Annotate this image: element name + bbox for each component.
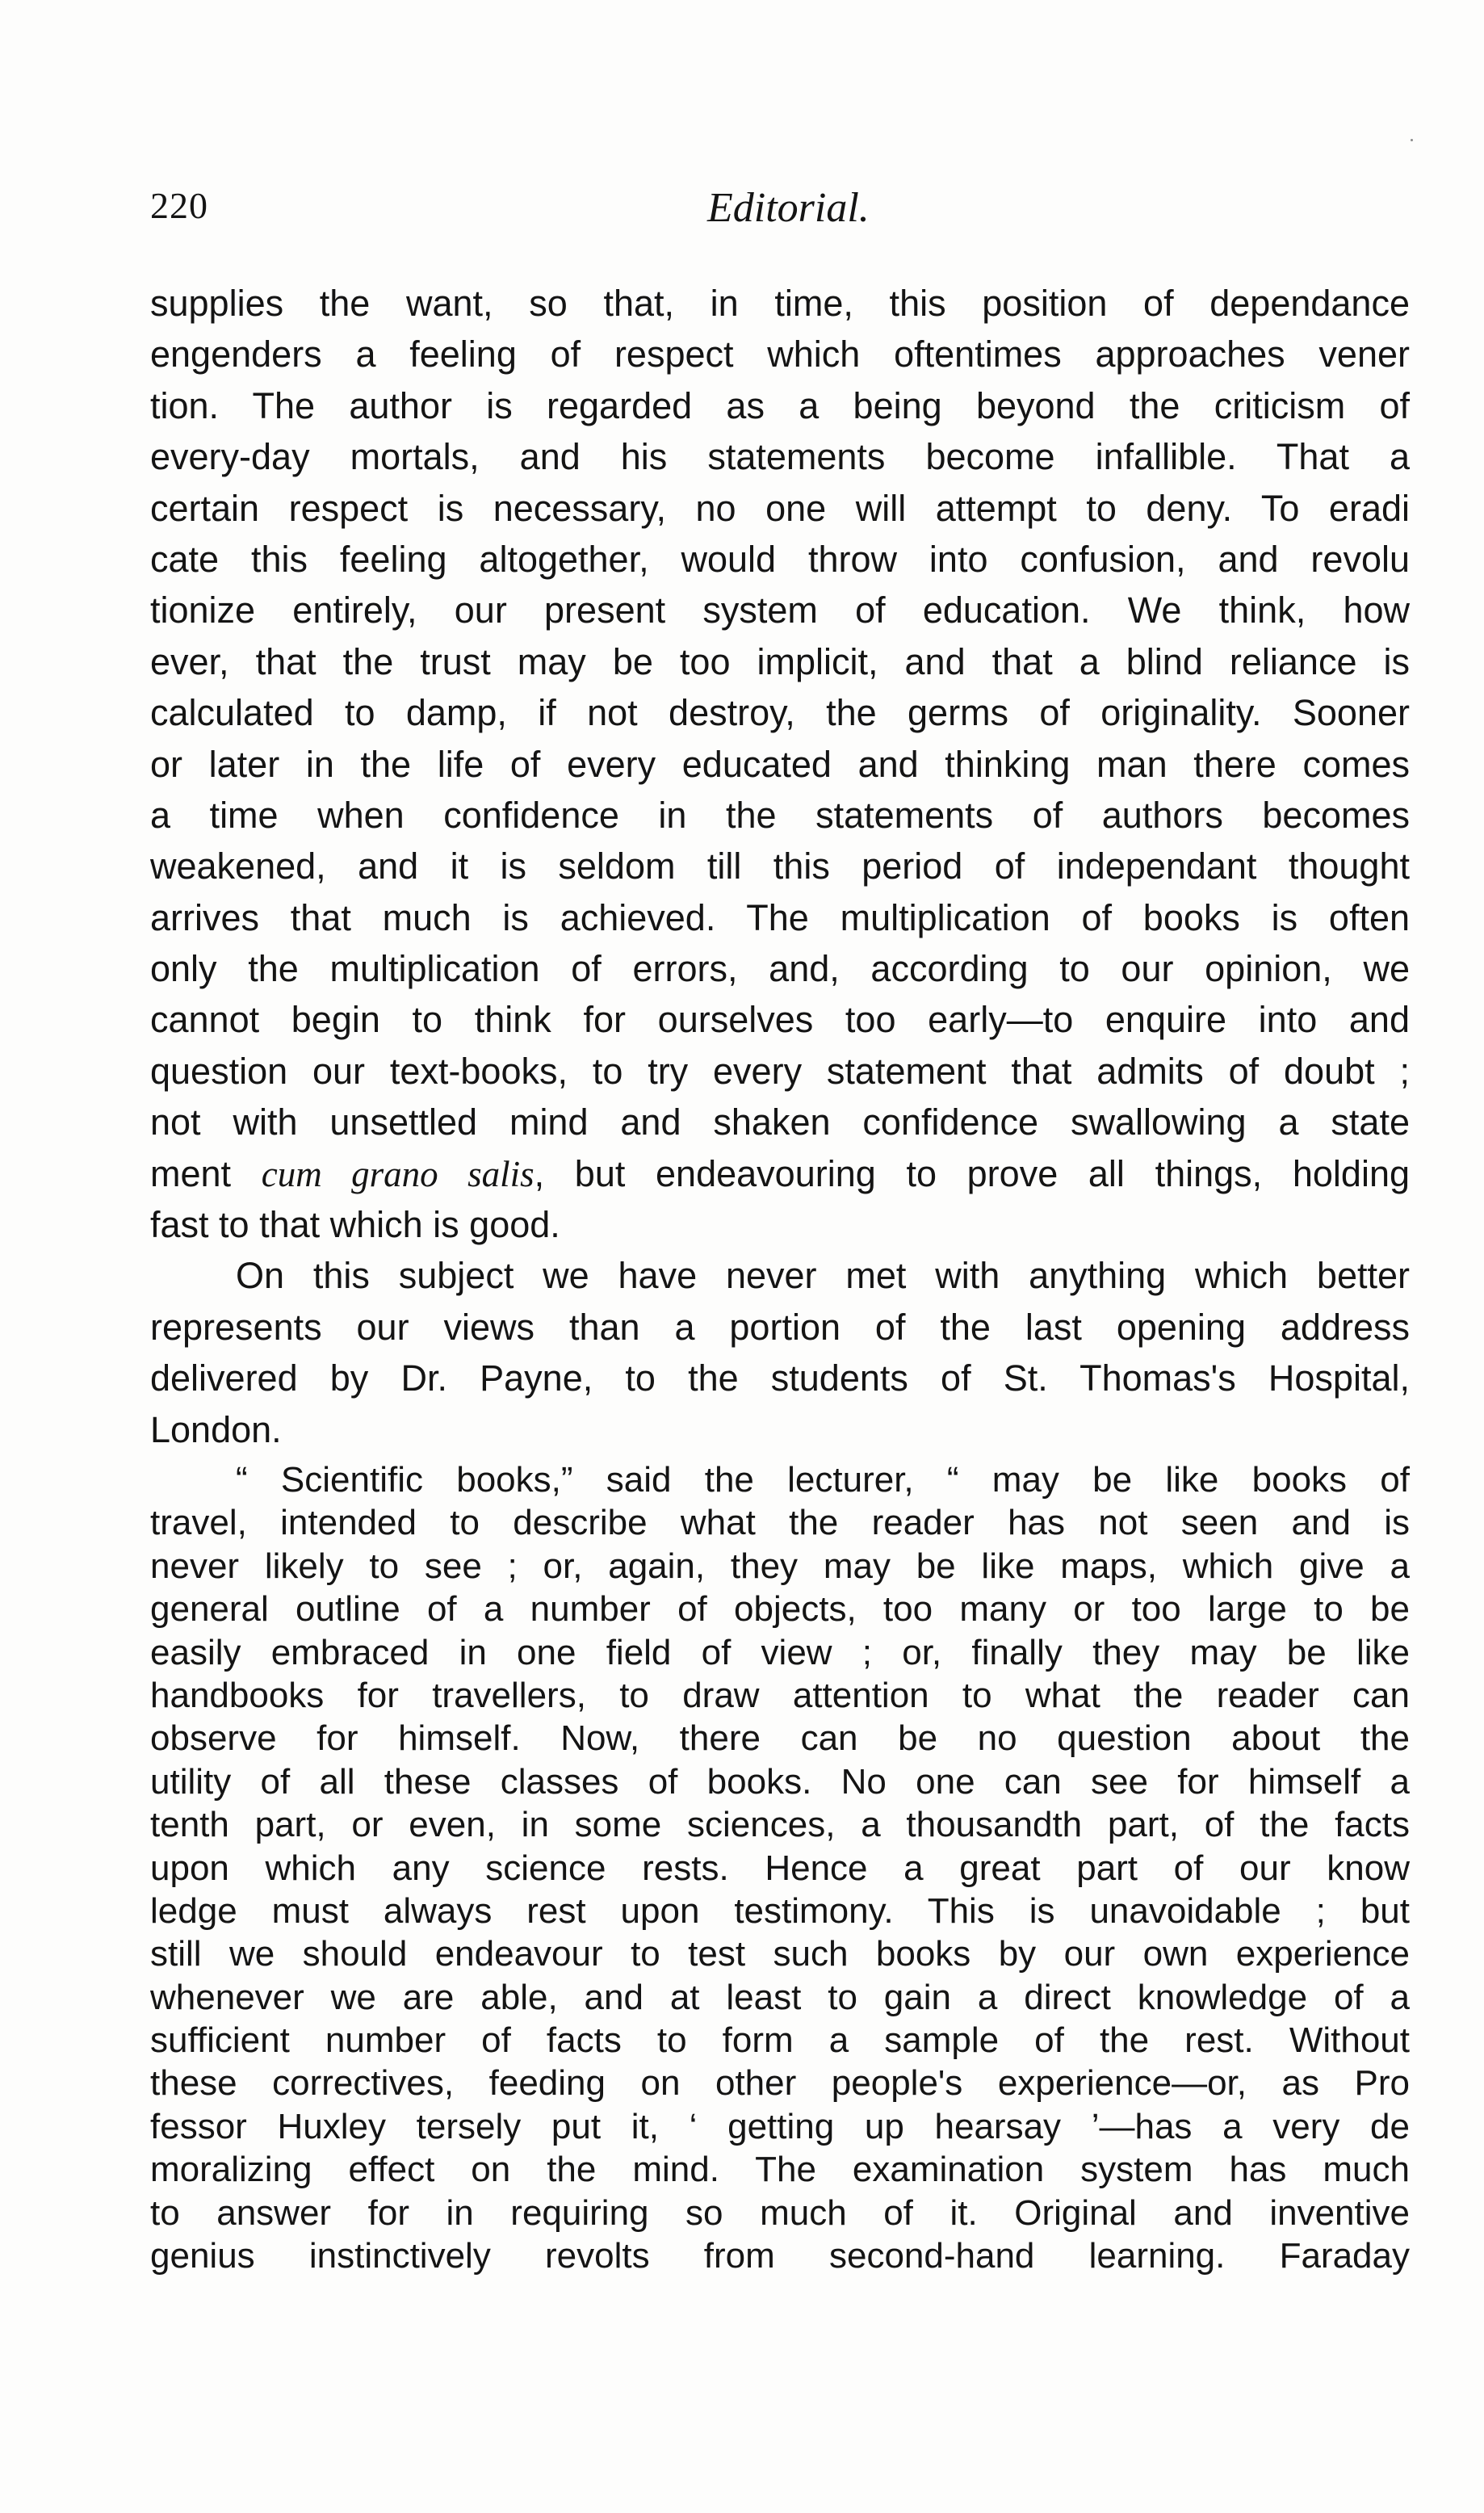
text-line: London. xyxy=(150,1408,282,1450)
text-line: tion. The author is regarded as a being beyond the criticism of xyxy=(150,384,1410,426)
text-line: whenever we are able, and at least to gain a direct knowledge of a xyxy=(150,1977,1410,2017)
text-line: every-day mortals, and his statements become infallible. That a xyxy=(150,436,1410,478)
text-line: sufficient number of facts to form a sample of the rest. Without xyxy=(150,2020,1410,2061)
text-line: “ Scientific books,” said the lecturer, “ may be like books of xyxy=(236,1459,1410,1500)
page-number: 220 xyxy=(150,185,208,226)
text-line: engenders a feeling of respect which oftentimes approaches vener xyxy=(150,334,1410,375)
text-line: cannot begin to think for ourselves too early—to enquire into and xyxy=(150,999,1410,1041)
text-line: ever, that the trust may be too implicit, and that a blind reliance is xyxy=(150,640,1410,682)
text-line: handbooks for travellers, to draw attention to what the reader can xyxy=(150,1675,1410,1715)
text-line: these correctives, feeding on other people's experience—or, as Pro xyxy=(150,2063,1410,2104)
running-head xyxy=(150,184,1410,249)
text-line: calculated to damp, if not destroy, the germs of originality. Sooner xyxy=(150,692,1410,734)
text-line: moralizing effect on the mind. The examination system has much xyxy=(150,2150,1410,2190)
text-line: On this subject we have never met with anything which better xyxy=(236,1255,1410,1297)
text-line: question our text-books, to try every statement that admits of doubt ; xyxy=(150,1050,1410,1092)
paragraph-2 xyxy=(150,1250,1410,1455)
text-line: tenth part, or even, in some sciences, a thousandth part, of the facts xyxy=(150,1805,1410,1845)
latin-phrase: cum grano salis xyxy=(261,1153,534,1194)
text-line: tionize entirely, our present system of education. We think, how xyxy=(150,589,1410,631)
page-speck xyxy=(1411,139,1413,141)
text-line: certain respect is necessary, no one will attempt to deny. To eradi xyxy=(150,487,1410,529)
text-line: general outline of a number of objects, too many or too large to be xyxy=(150,1589,1410,1630)
body-text xyxy=(150,278,1410,2277)
text-line: a time when confidence in the statements of authors becomes xyxy=(150,794,1410,836)
text-line: to answer for in requiring so much of it. Original and inventive xyxy=(150,2192,1410,2233)
text-line: or later in the life of every educated and thinking man there comes xyxy=(150,743,1410,785)
section-title: Editorial. xyxy=(707,185,870,231)
text-line: cate this feeling altogether, would throw into confusion, and revolu xyxy=(150,538,1410,580)
text-line: only the multiplication of errors, and, according to our opinion, we xyxy=(150,948,1410,990)
text-line: upon which any science rests. Hence a great part of our know xyxy=(150,1848,1410,1888)
text-line: travel, intended to describe what the reader has not seen and is xyxy=(150,1503,1410,1543)
text-line: genius instinctively revolts from second-hand learning. Faraday xyxy=(150,2236,1410,2276)
paragraph-1 xyxy=(150,278,1410,1250)
block-quote xyxy=(150,1458,1410,2277)
text-line: supplies the want, so that, in time, this position of dependance xyxy=(150,283,1410,324)
text-line: weakened, and it is seldom till this period of independant thought xyxy=(150,845,1410,887)
text-line: fast to that which is good. xyxy=(150,1204,560,1246)
text-line: easily embraced in one field of view ; or, finally they may be like xyxy=(150,1632,1410,1672)
text-line: still we should endeavour to test such books by our own experience xyxy=(150,1934,1410,1974)
text-line: observe for himself. Now, there can be no question about the xyxy=(150,1718,1410,1759)
text-line: fessor Huxley tersely put it, ‘ getting up hearsay ’—has a very de xyxy=(150,2106,1410,2146)
text-line: represents our views than a portion of the last opening address xyxy=(150,1306,1410,1348)
text-line: never likely to see ; or, again, they may be like maps, which give a xyxy=(150,1546,1410,1586)
text-line: utility of all these classes of books. No one can see for himself a xyxy=(150,1761,1410,1802)
text-line: not with unsettled mind and shaken confidence swallowing a state xyxy=(150,1101,1410,1143)
text-line: arrives that much is achieved. The multiplication of books is often xyxy=(150,896,1410,938)
text-line: ledge must always rest upon testimony. This is unavoidable ; but xyxy=(150,1890,1410,1931)
text-line: ment cum grano salis, but endeavouring to prove all things, holding xyxy=(150,1152,1410,1194)
text-line: delivered by Dr. Payne, to the students of St. Thomas's Hospital, xyxy=(150,1357,1410,1399)
